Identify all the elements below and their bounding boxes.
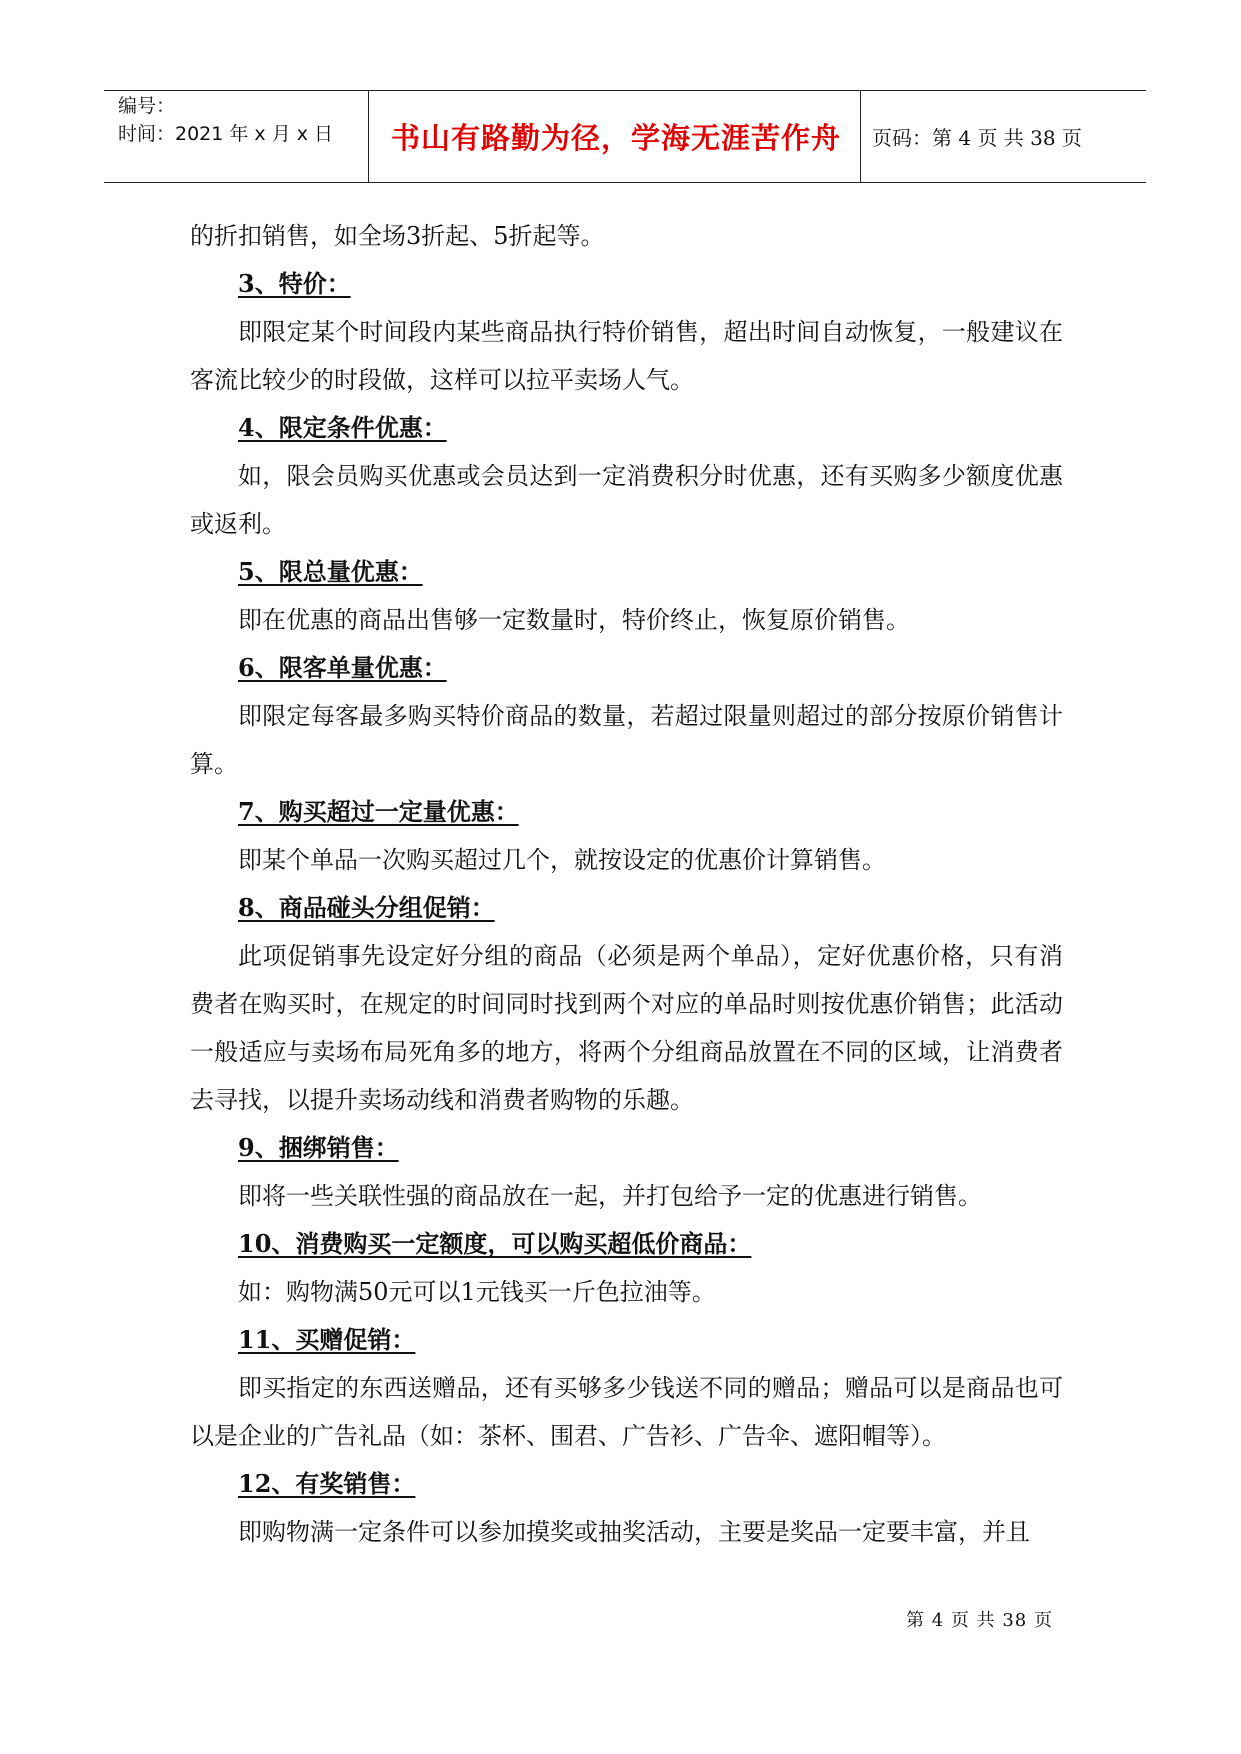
paragraph: 此项促销事先设定好分组的商品（必须是两个单品），定好优惠价格，只有消费者在购买时，在规定的时间同时找到两个对应的单品时则按优惠价销售；此活动一般适应与卖场布局死角多的地方，将两个分组商品放置在不同的区域，让消费者去寻找，以提升卖场动线和消费者购物的乐趣。 — [190, 942, 1063, 1114]
section-heading: 3、特价： — [238, 269, 351, 298]
document-body — [190, 212, 1063, 1556]
paragraph: 即限定每客最多购买特价商品的数量，若超过限量则超过的部分按原价销售计算。 — [190, 702, 1063, 778]
paragraph: 即购物满一定条件可以参加摸奖或抽奖活动，主要是奖品一定要丰富，并且 — [238, 1518, 1030, 1546]
header-divider-left — [368, 90, 369, 182]
header-bottom-rule — [104, 182, 1146, 183]
section-heading: 9、捆绑销售： — [238, 1133, 399, 1162]
section-heading: 4、限定条件优惠： — [238, 413, 447, 442]
header-page-number: 页码：第 4 页 共 38 页 — [872, 125, 1082, 150]
page-footer: 第 4 页 共 38 页 — [906, 1610, 1053, 1631]
section-heading: 10、消费购买一定额度，可以购买超低价商品： — [238, 1229, 752, 1258]
paragraph: 如：购物满50元可以1元钱买一斤色拉油等。 — [238, 1278, 716, 1306]
header-motto: 书山有路勤为径，学海无涯苦作舟 — [390, 120, 841, 155]
paragraph: 即将一些关联性强的商品放在一起，并打包给予一定的优惠进行销售。 — [238, 1182, 982, 1210]
header-meta — [118, 92, 333, 148]
paragraph: 即某个单品一次购买超过几个，就按设定的优惠价计算销售。 — [238, 846, 886, 874]
paragraph: 即买指定的东西送赠品，还有买够多少钱送不同的赠品；赠品可以是商品也可以是企业的广告礼品（如：茶杯、围君、广告衫、广告伞、遮阳帽等）。 — [190, 1374, 1063, 1450]
paragraph: 如，限会员购买优惠或会员达到一定消费积分时优惠，还有买购多少额度优惠或返利。 — [190, 462, 1063, 538]
paragraph: 即在优惠的商品出售够一定数量时，特价终止，恢复原价销售。 — [238, 606, 910, 634]
section-heading: 6、限客单量优惠： — [238, 653, 447, 682]
section-heading: 7、购买超过一定量优惠： — [238, 797, 519, 826]
document-number-label: 编号： — [118, 95, 176, 117]
section-heading: 11、买赠促销： — [238, 1325, 416, 1354]
section-heading: 8、商品碰头分组促销： — [238, 893, 495, 922]
document-time: 时间：2021 年 x 月 x 日 — [118, 123, 334, 145]
section-heading: 5、限总量优惠： — [238, 557, 423, 586]
section-heading: 12、有奖销售： — [238, 1469, 416, 1498]
paragraph: 的折扣销售，如全场3折起、5折起等。 — [190, 222, 605, 250]
paragraph: 即限定某个时间段内某些商品执行特价销售，超出时间自动恢复，一般建议在客流比较少的时段做，这样可以拉平卖场人气。 — [190, 318, 1063, 394]
page-header — [104, 90, 1146, 182]
